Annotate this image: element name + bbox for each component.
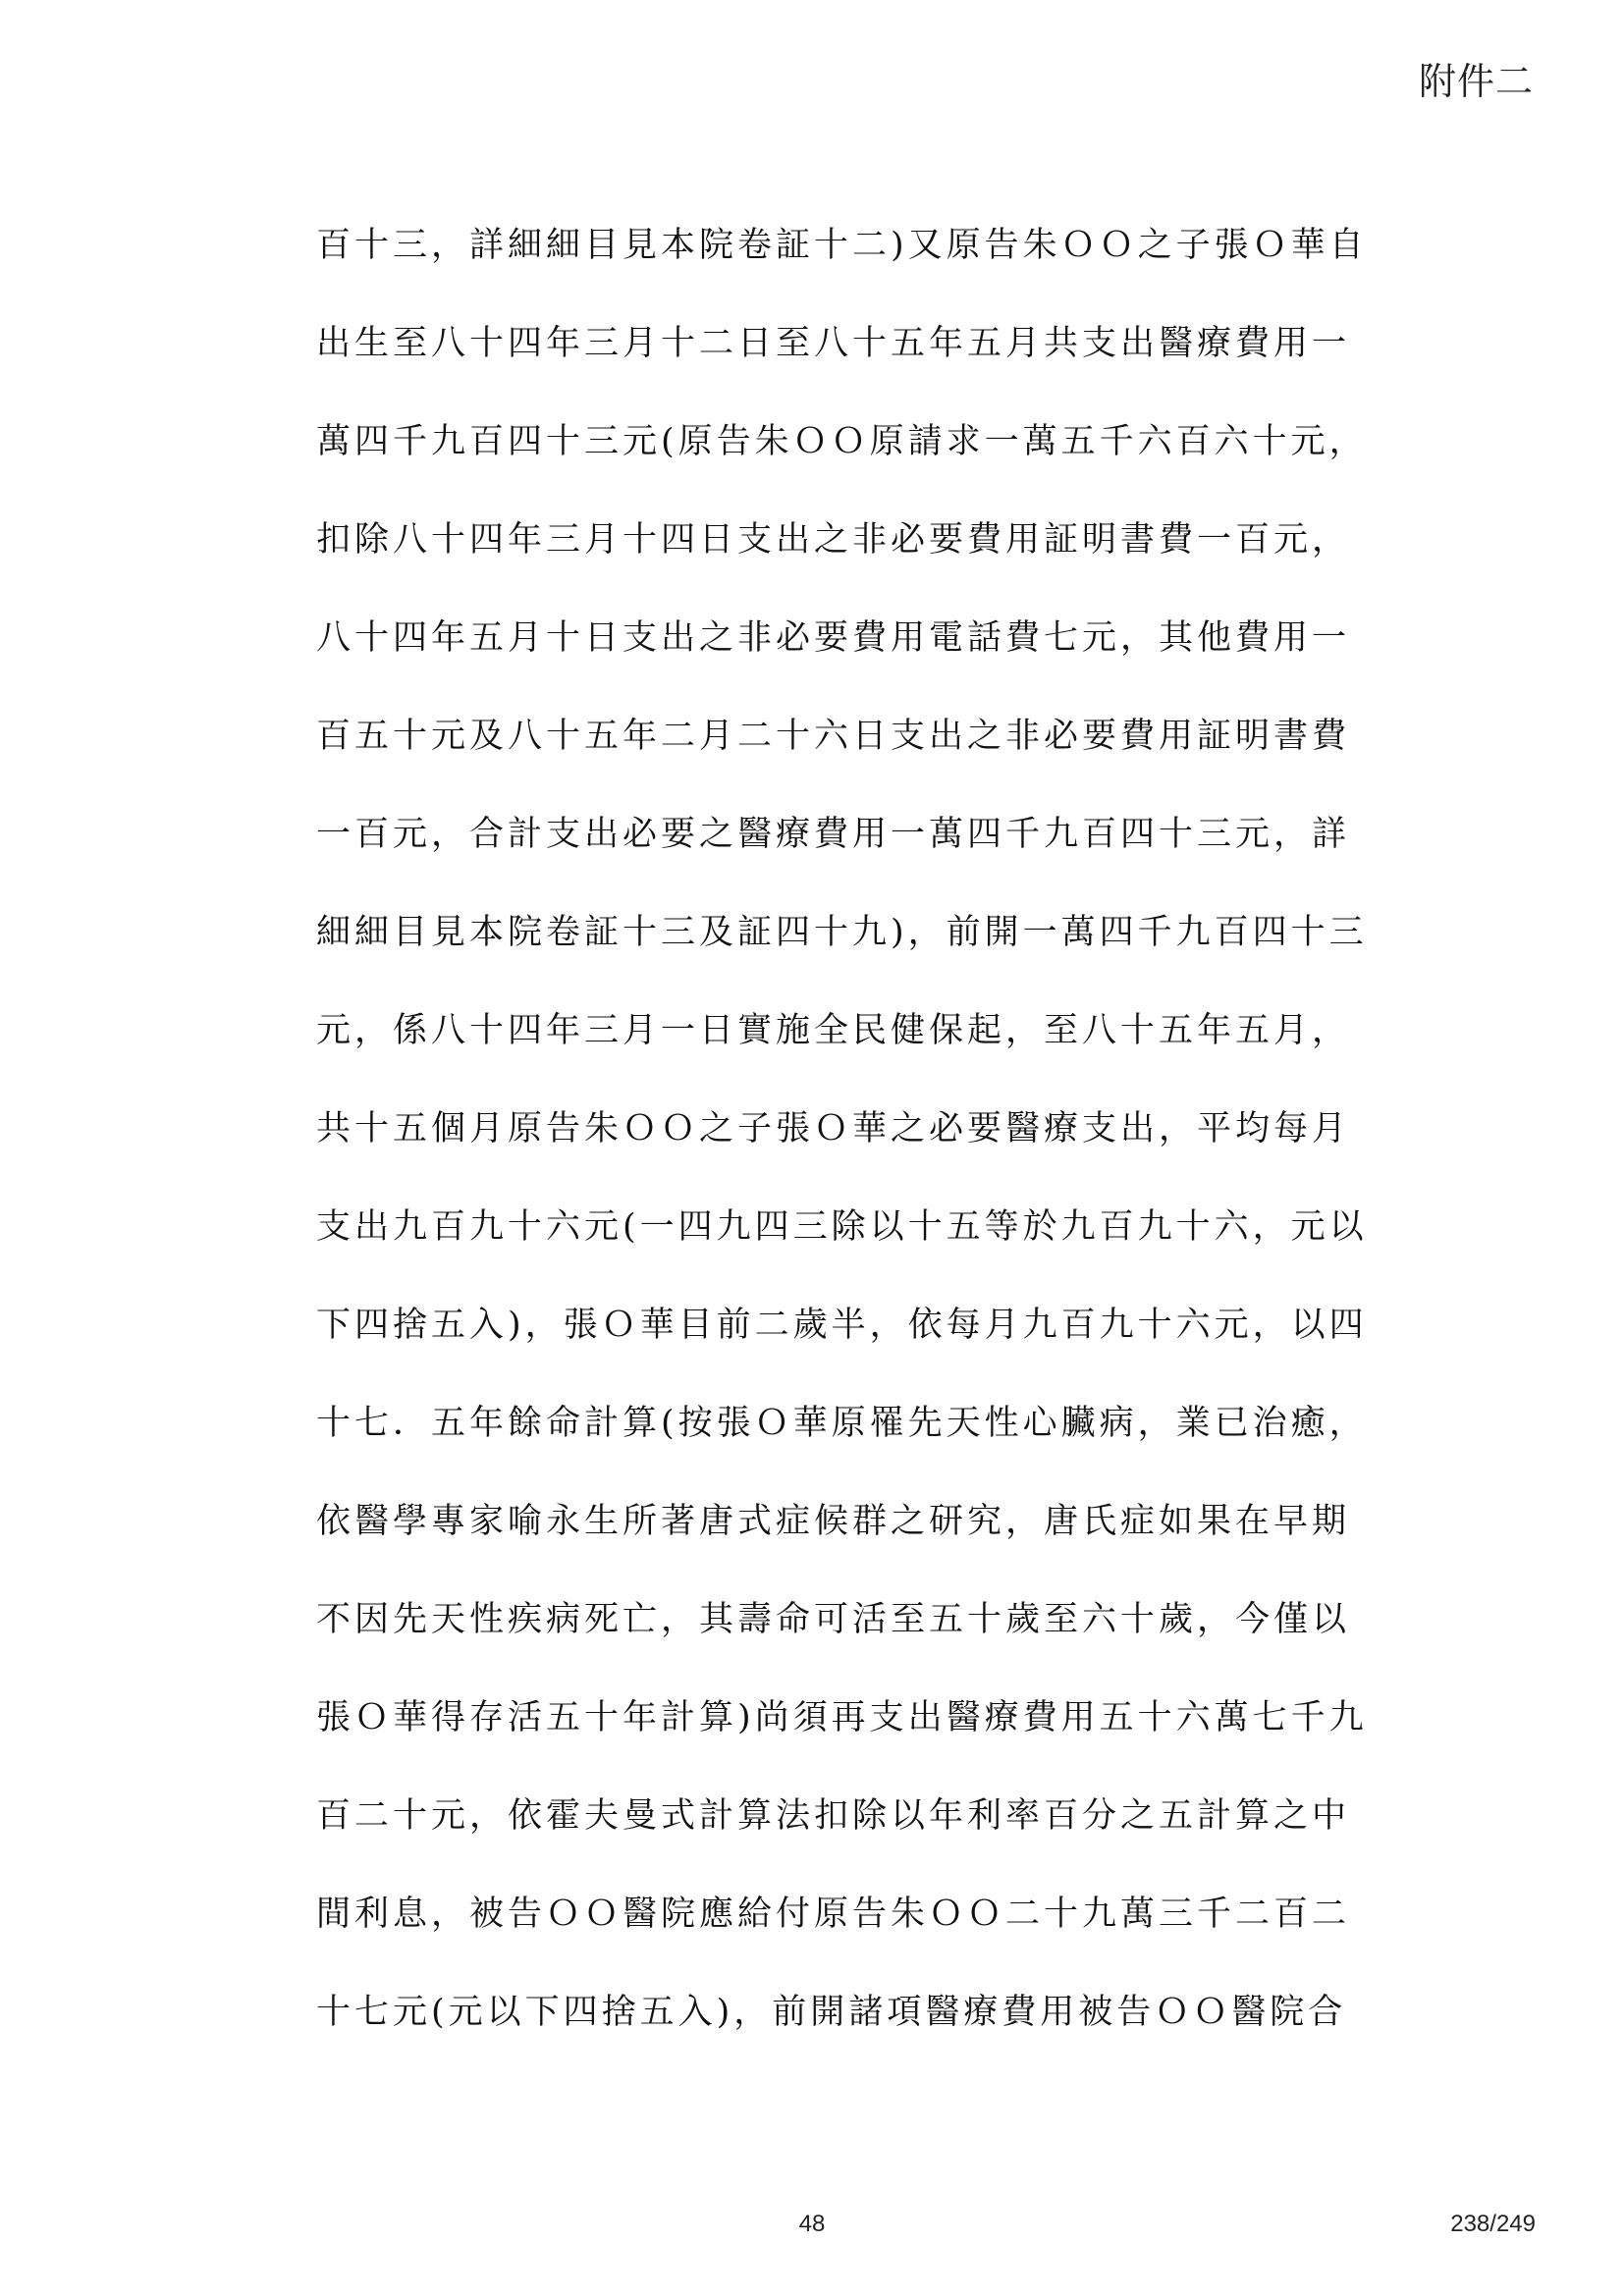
text-line: 萬四千九百四十三元(原告朱ＯＯ原請求一萬五千六百六十元， (316, 422, 1368, 461)
text-line: 張Ｏ華得存活五十年計算)尚須再支出醫療費用五十六萬七千九 (316, 1698, 1368, 1737)
text-line: 下四捨五入)，張Ｏ華目前二歲半，依每月九百九十六元，以四 (316, 1306, 1368, 1345)
text-line: 一百元，合計支出必要之醫療費用一萬四千九百四十三元，詳 (316, 815, 1351, 854)
text-line: 出生至八十四年三月十二日至八十五年五月共支出醫療費用一 (316, 324, 1351, 363)
page-number: 48 (798, 2211, 826, 2237)
text-line: 百二十元，依霍夫曼式計算法扣除以年利率百分之五計算之中 (316, 1796, 1351, 1836)
text-line: 八十四年五月十日支出之非必要費用電話費七元，其他費用一 (316, 618, 1351, 658)
text-line: 不因先天性疾病死亡，其壽命可活至五十歲至六十歲，今僅以 (316, 1600, 1351, 1639)
text-line: 元，係八十四年三月一日實施全民健保起，至八十五年五月， (316, 1011, 1351, 1050)
text-line: 扣除八十四年三月十四日支出之非必要費用証明書費一百元， (316, 520, 1351, 560)
text-line: 十七．五年餘命計算(按張Ｏ華原罹先天性心臟病，業已治癒， (316, 1404, 1368, 1443)
text-line: 支出九百九十六元(一四九四三除以十五等於九百九十六，元以 (316, 1207, 1368, 1247)
text-line: 百五十元及八十五年二月二十六日支出之非必要費用証明書費 (316, 717, 1351, 756)
text-line: 細細目見本院卷証十三及証四十九)，前開一萬四千九百四十三 (316, 913, 1368, 952)
page-count: 238/249 (1450, 2211, 1536, 2237)
body-text (316, 206, 1377, 2071)
text-line: 間利息，被告ＯＯ醫院應給付原告朱ＯＯ二十九萬三千二百二 (316, 1895, 1351, 1934)
annex-label: 附件二 (1418, 60, 1534, 103)
text-line: 十七元(元以下四捨五入)，前開諸項醫療費用被告ＯＯ醫院合 (316, 1993, 1347, 2032)
text-line: 依醫學專家喻永生所著唐式症候群之研究，唐氏症如果在早期 (316, 1502, 1351, 1541)
text-line: 共十五個月原告朱ＯＯ之子張Ｏ華之必要醫療支出，平均每月 (316, 1109, 1351, 1148)
text-line: 百十三，詳細細目見本院卷証十二)又原告朱ＯＯ之子張Ｏ華自 (316, 226, 1368, 265)
